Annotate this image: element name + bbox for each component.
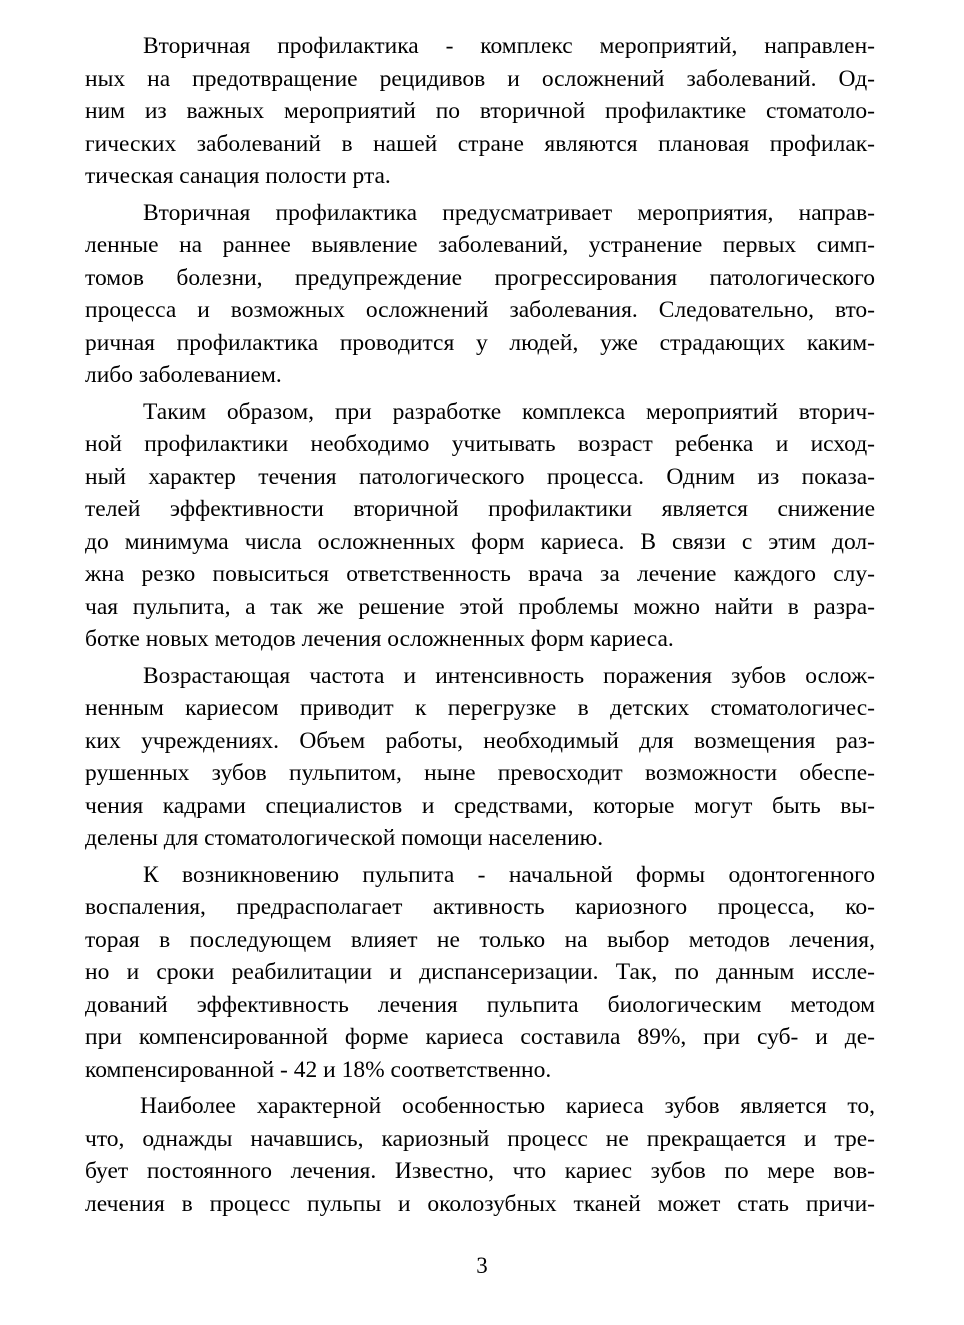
text-line: делены для стоматологической помощи населению. [85, 825, 604, 851]
page-number: 3 [476, 1253, 488, 1278]
paragraph-secondary-prevention-definition [85, 30, 875, 193]
text-line: компенсированной - 42 и 18% соответственно. [85, 1056, 552, 1083]
text-line: ных на предотвращение рецидивов и осложнений заболеваний. Од- [85, 65, 875, 92]
text-line: процесса и возможных осложнений заболевания. Следовательно, вто- [85, 297, 875, 323]
text-line: при компенсированной форме кариеса составила 89%, при суб- и де- [85, 1024, 875, 1050]
text-line: ный характер течения патологического процесса. Одним из показа- [85, 463, 875, 490]
text-line: торая в последующем влияет не только на выбор методов лечения, [85, 926, 875, 953]
text-line: Наиболее характерной особенностью кариеса зубов является то, [140, 1093, 875, 1119]
body-text [85, 30, 875, 1224]
text-line: жна резко повыситься ответственность врача за лечение каждого слу- [85, 561, 875, 587]
text-line: ких учреждениях. Объем работы, необходимый для возмещения раз- [85, 727, 875, 754]
text-line: ленные на раннее выявление заболеваний, устранение первых симп- [85, 232, 875, 258]
text-line: ботке новых методов лечения осложненных форм кариеса. [85, 626, 674, 652]
text-line: Вторичная профилактика предусматривает мероприятия, направ- [143, 199, 875, 226]
text-line: Вторичная профилактика - комплекс мероприятий, направлен- [143, 33, 875, 59]
text-line: воспаления, предрасполагает активность кариозного процесса, ко- [85, 894, 875, 920]
text-line: ной профилактики необходимо учитывать возраст ребенка и исход- [85, 431, 875, 457]
text-line: но и сроки реабилитации и диспансеризации. Так, по данным иссле- [85, 959, 875, 985]
text-line: лечения в процесс пульпы и околозубных тканей может стать причи- [85, 1190, 875, 1217]
text-line: телей эффективности вторичной профилактики является снижение [85, 496, 875, 522]
text-line: Таким образом, при разработке комплекса мероприятий вторич- [143, 398, 875, 425]
text-line: гических заболеваний в нашей стране являются плановая профилак- [85, 130, 875, 157]
paragraph-workload [85, 660, 875, 855]
text-line: тическая санация полости рта. [85, 163, 391, 189]
text-line: до минимума числа осложненных форм кариеса. В связи с этим дол- [85, 528, 875, 555]
text-line: что, однажды начавшись, кариозный процесс не прекращается и тре- [85, 1125, 875, 1152]
text-line: дований эффективность лечения пульпита биологическим методом [85, 991, 875, 1018]
text-line: К возникновению пульпита - начальной формы одонтогенного [143, 861, 875, 888]
paragraph-prevention-complex [85, 396, 875, 656]
paragraph-pulpitis-onset [85, 859, 875, 1087]
text-line: чения кадрами специалистов и средствами, которые могут быть вы- [85, 792, 875, 819]
text-line: либо заболеванием. [85, 362, 282, 388]
paragraph-secondary-prevention-measures [85, 197, 875, 392]
text-line: ричная профилактика проводится у людей, уже страдающих каким- [85, 329, 875, 356]
text-line: рушенных зубов пульпитом, ныне превосходит возможности обеспе- [85, 760, 875, 786]
text-line: томов болезни, предупреждение прогрессирования патологического [85, 264, 875, 291]
text-line: бует постоянного лечения. Известно, что кариес зубов по мере вов- [85, 1158, 875, 1184]
text-line: чая пульпита, а так же решение этой проблемы можно найти в разра- [85, 593, 875, 620]
text-line: ним из важных мероприятий по вторичной профилактике стоматоло- [85, 98, 875, 124]
text-line: Возрастающая частота и интенсивность поражения зубов ослож- [143, 662, 875, 689]
paragraph-caries-feature [85, 1090, 875, 1220]
text-line: ненным кариесом приводит к перегрузке в детских стоматологичес- [85, 695, 875, 721]
